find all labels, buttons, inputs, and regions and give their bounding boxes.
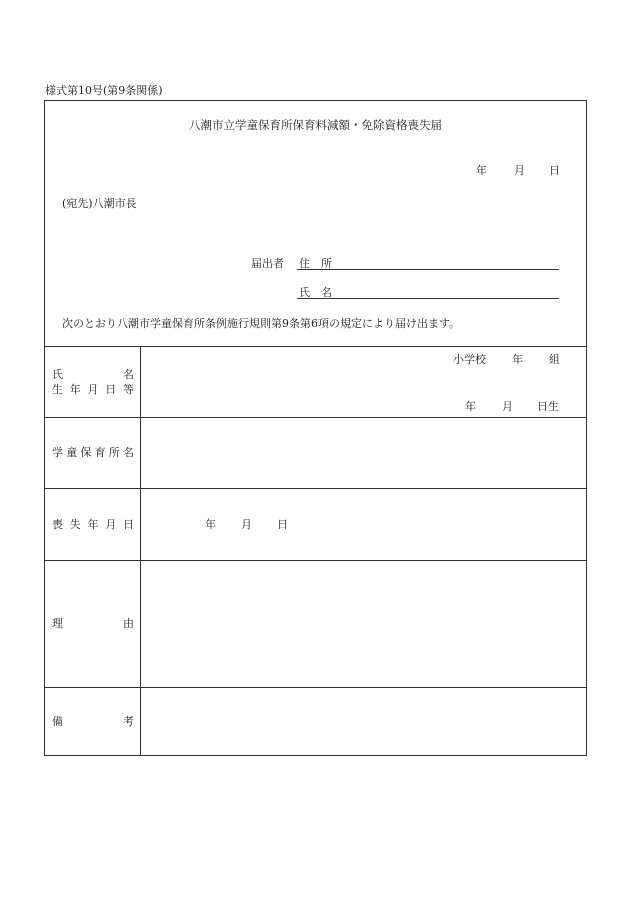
label-char: 学 [52, 446, 63, 459]
reason-field[interactable] [145, 567, 581, 681]
loss-month-label: 月 [241, 518, 252, 531]
facility-row-label [52, 447, 134, 458]
label-char: 日 [105, 383, 117, 396]
label-char: 保 [80, 446, 92, 459]
label-char: 備 [52, 715, 63, 728]
loss-date-row-label [52, 519, 134, 530]
name-row-label-line1 [52, 369, 134, 380]
birth-year-label: 年 [465, 400, 476, 413]
label-char: 日 [123, 518, 134, 531]
remarks-row-label [52, 716, 134, 727]
statement-text: 次のとおり八潮市学童保育所条例施行規則第9条第6項の規定により届け出ます。 [62, 317, 461, 330]
label-char: 童 [66, 446, 78, 459]
loss-day-label: 日 [277, 518, 288, 531]
applicant-label: 届出者 [251, 257, 284, 270]
addressee: (宛先)八潮市長 [62, 197, 137, 210]
table-top-border [45, 346, 586, 347]
name-field[interactable] [297, 298, 559, 299]
reason-row-label [52, 618, 134, 629]
school-label: 小学校 [453, 353, 486, 366]
form-title: 八潮市立学童保育所保育料減額・免除資格喪失届 [189, 118, 442, 132]
label-char: 失 [69, 518, 81, 531]
row-divider [45, 488, 586, 489]
label-char: 所 [108, 446, 120, 459]
label-char: 月 [105, 518, 117, 531]
label-char: 年 [69, 383, 81, 396]
label-char: 名 [123, 368, 134, 381]
date-month: 月 [514, 164, 525, 177]
label-char: 氏 [52, 368, 63, 381]
label-char: 育 [94, 446, 106, 459]
label-char: 由 [123, 617, 134, 630]
loss-year-label: 年 [205, 518, 216, 531]
label-char: 等 [123, 383, 134, 396]
form-frame [44, 100, 587, 756]
birth-day-label: 日生 [537, 400, 559, 413]
label-char: 生 [52, 383, 63, 396]
form-number-label: 様式第10号(第9条関係) [45, 84, 163, 97]
address-label: 住 所 [299, 257, 332, 270]
name-row-label-line2 [52, 384, 134, 395]
row-divider [45, 417, 586, 418]
label-char: 理 [52, 617, 63, 630]
date-year: 年 [476, 164, 487, 177]
name-birth-field[interactable] [145, 361, 445, 391]
label-char: 考 [123, 715, 134, 728]
row-divider [45, 560, 586, 561]
label-char: 喪 [52, 518, 63, 531]
column-divider [140, 346, 141, 756]
remarks-field[interactable] [145, 693, 581, 751]
grade-label: 年 [512, 353, 523, 366]
label-char: 年 [87, 518, 99, 531]
label-char: 名 [122, 446, 134, 459]
date-day: 日 [549, 164, 560, 177]
label-char: 月 [87, 383, 99, 396]
facility-name-field[interactable] [145, 423, 581, 481]
birth-month-label: 月 [502, 400, 513, 413]
class-label: 組 [549, 353, 560, 366]
address-field[interactable] [297, 269, 559, 270]
row-divider [45, 687, 586, 688]
name-label: 氏 名 [299, 286, 332, 299]
